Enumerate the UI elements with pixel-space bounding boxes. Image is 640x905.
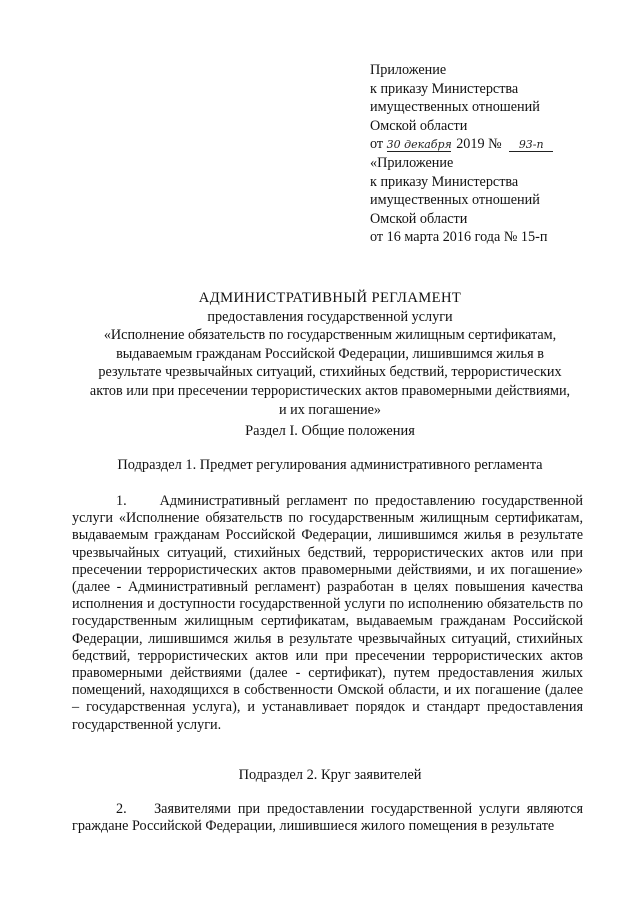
title-line: и их погашение» (279, 401, 381, 418)
title-line: результате чрезвычайных ситуаций, стихийных бедствий, террористических (98, 364, 562, 381)
paragraph-2 (72, 801, 583, 835)
date-prefix: от (370, 136, 384, 153)
title-line: выдаваемым гражданам Российской Федерации, лишившимся жилья в (116, 345, 544, 362)
subsection-heading-1: Подраздел 1. Предмет регулирования административного регламента (117, 457, 543, 473)
subsection-heading-2: Подраздел 2. Круг заявителей (238, 767, 422, 783)
quoted-appendix-line: Омской области (370, 210, 468, 227)
title-line: предоставления государственной услуги (207, 308, 453, 325)
quoted-appendix-line: от 16 марта 2016 года № 15-п (370, 229, 548, 246)
appendix-line: Омской области (370, 117, 468, 134)
document-title (60, 289, 600, 419)
title-line: актов или при пресечении террористических актов правомерными действиями, (89, 382, 571, 399)
quoted-appendix-line: к приказу Министерства (370, 173, 519, 190)
paragraph-1 (72, 493, 583, 734)
appendix-header (370, 61, 553, 247)
quoted-appendix-line: имущественных отношений (370, 192, 540, 209)
appendix-line: Приложение (370, 62, 447, 78)
title-line: «Исполнение обязательств по государственным жилищным сертификатам, (103, 327, 557, 344)
quoted-appendix-line: «Приложение (370, 154, 454, 171)
appendix-line: имущественных отношений (370, 99, 540, 116)
paragraph-number: 1. (116, 493, 127, 509)
handwritten-number: 93-п (509, 138, 553, 152)
paragraph-text: Административный регламент по предоставлению государственной услуги «Исполнение обязательств по государственным жилищным сертификатам, выдаваемым гражданам Российской Федерации, лишившимся жилья в результате чрезвычайных ситуаций, стихийных бедствий, террористических актов или при пресечении террористических актов правомерными действиями, и их погашение» (далее - Административный регламент) разработан в целях повышения качества исполнения и доступности государственной услуги по исполнению обязательств по государственным жилищным сертификатам, выдаваемым гражданам Российской Федерации, лишившимся жилья в результате чрезвычайных ситуаций, стихийных бедствий, террористических актов или при пресечении террористических актов правомерными действиями (далее - сертификат), путем предоставления жилых помещений, находящихся в собственности Омской области, и их погашение (далее – государственная услуга), и устанавливает порядок и стандарт предоставления государственной услуги. (72, 493, 583, 733)
order-date-line (370, 135, 553, 154)
title-main: АДМИНИСТРАТИВНЫЙ РЕГЛАМЕНТ (198, 290, 462, 306)
appendix-line: к приказу Министерства (370, 80, 519, 97)
section-heading: Раздел I. Общие положения (245, 423, 415, 439)
order-year: 2019 № (456, 136, 502, 153)
paragraph-number: 2. (116, 801, 127, 817)
paragraph-text: Заявителями при предоставлении государственной услуги являются граждане Российской Федерации, лишившиеся жилого помещения в результате (72, 801, 583, 835)
handwritten-date: 30 декабря (386, 138, 452, 152)
